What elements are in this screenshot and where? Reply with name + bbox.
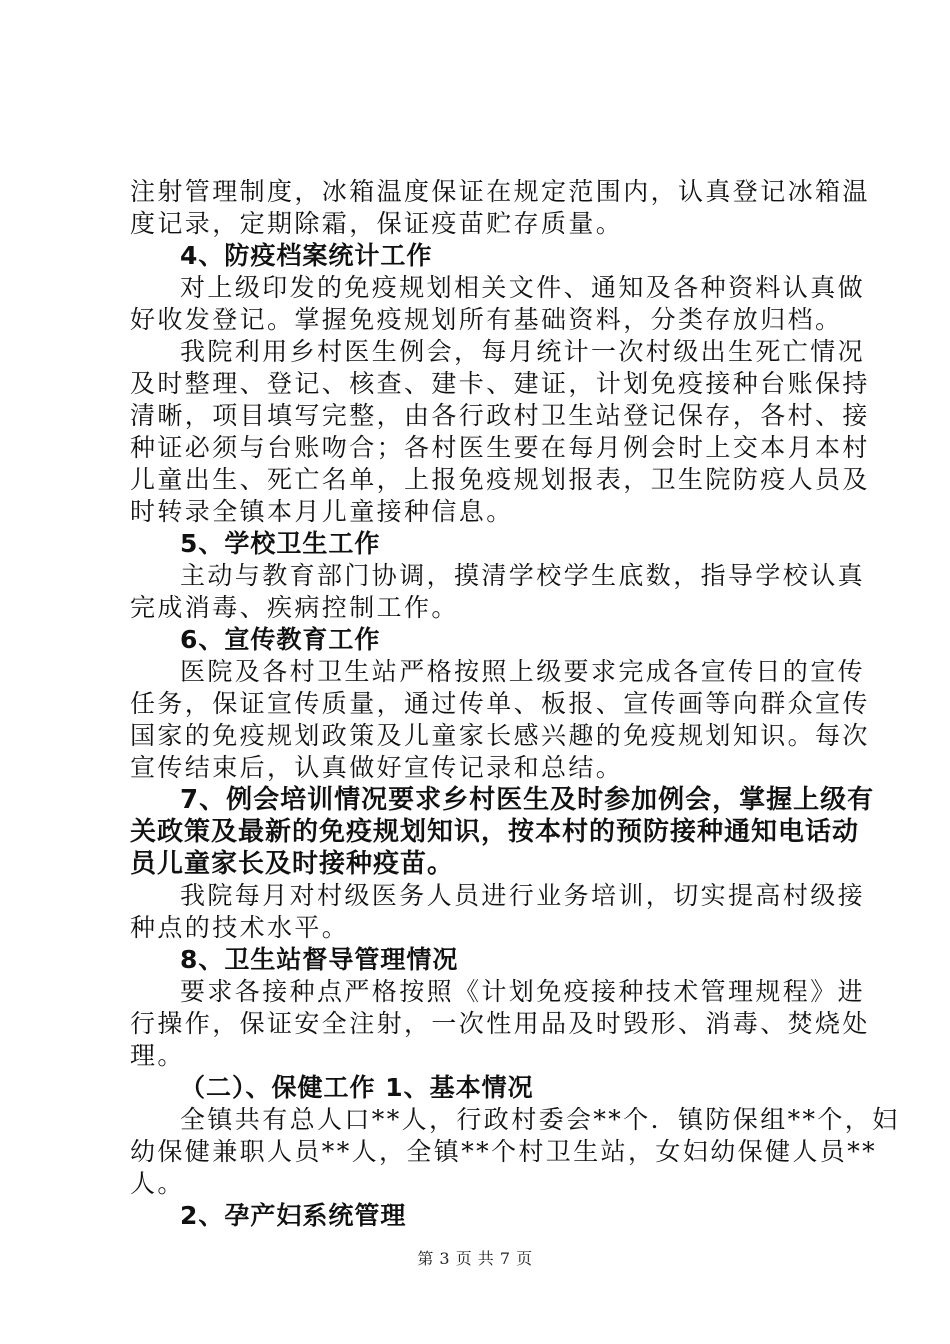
paragraph-line: 对上级印发的免疫规划相关文件、通知及各种资料认真做 [180,273,866,302]
paragraph-line: 宣传结束后，认真做好宣传记录和总结。 [130,753,624,782]
paragraph-line: 理。 [130,1041,185,1070]
paragraph-line: 医院及各村卫生站严格按照上级要求完成各宣传日的宣传 [180,657,866,686]
section-heading: 8、卫生站督导管理情况 [180,945,459,974]
paragraph-line: 全镇共有总人口**人，行政村委会**个．镇防保组**个，妇 [180,1105,900,1134]
page-footer: 第 3 页 共 7 页 [417,1249,533,1268]
section-heading: 关政策及最新的免疫规划知识，按本村的预防接种通知电话动 [130,817,860,847]
section-heading: 2、孕产妇系统管理 [180,1201,407,1230]
paragraph-line: 时转录全镇本月儿童接种信息。 [130,497,514,526]
paragraph-line: 主动与教育部门协调，摸清学校学生底数，指导学校认真 [180,561,866,590]
paragraph-line: 任务，保证宣传质量，通过传单、板报、宣传画等向群众宣传 [130,689,870,718]
paragraph-line: 种点的技术水平。 [130,913,350,942]
paragraph-line: 我院每月对村级医务人员进行业务培训，切实提高村级接 [180,881,866,910]
paragraph-line: 幼保健兼职人员**人，全镇**个村卫生站，女妇幼保健人员** [130,1137,878,1166]
paragraph-line: 度记录，定期除霜，保证疫苗贮存质量。 [130,209,624,238]
paragraph-line: 我院利用乡村医生例会，每月统计一次村级出生死亡情况 [180,337,866,366]
paragraph-line: 好收发登记。掌握免疫规划所有基础资料，分类存放归档。 [130,305,843,334]
section-heading: 5、学校卫生工作 [180,529,381,558]
section-heading: 员儿童家长及时接种疫苗。 [130,849,455,879]
paragraph-line: 注射管理制度，冰箱温度保证在规定范围内，认真登记冰箱温 [130,177,870,206]
section-heading: 7、例会培训情况要求乡村医生及时参加例会，掌握上级有 [180,785,875,815]
paragraph-line: 清晰，项目填写完整，由各行政村卫生站登记保存，各村、接 [130,401,870,430]
paragraph-line: 要求各接种点严格按照《计划免疫接种技术管理规程》进 [180,977,866,1006]
section-heading: 4、防疫档案统计工作 [180,241,433,270]
paragraph-line: 及时整理、登记、核查、建卡、建证，计划免疫接种台账保持 [130,369,870,398]
paragraph-line: 人。 [130,1169,185,1198]
section-heading: （二）、保健工作 1、基本情况 [180,1073,534,1102]
paragraph-line: 行操作，保证安全注射，一次性用品及时毁形、消毒、焚烧处 [130,1009,870,1038]
paragraph-line: 完成消毒、疾病控制工作。 [130,593,459,622]
paragraph-line: 儿童出生、死亡名单，上报免疫规划报表，卫生院防疫人员及 [130,465,870,494]
section-heading: 6、宣传教育工作 [180,625,381,654]
paragraph-line: 种证必须与台账吻合；各村医生要在每月例会时上交本月本村 [130,433,870,462]
paragraph-line: 国家的免疫规划政策及儿童家长感兴趣的免疫规划知识。每次 [130,721,870,750]
